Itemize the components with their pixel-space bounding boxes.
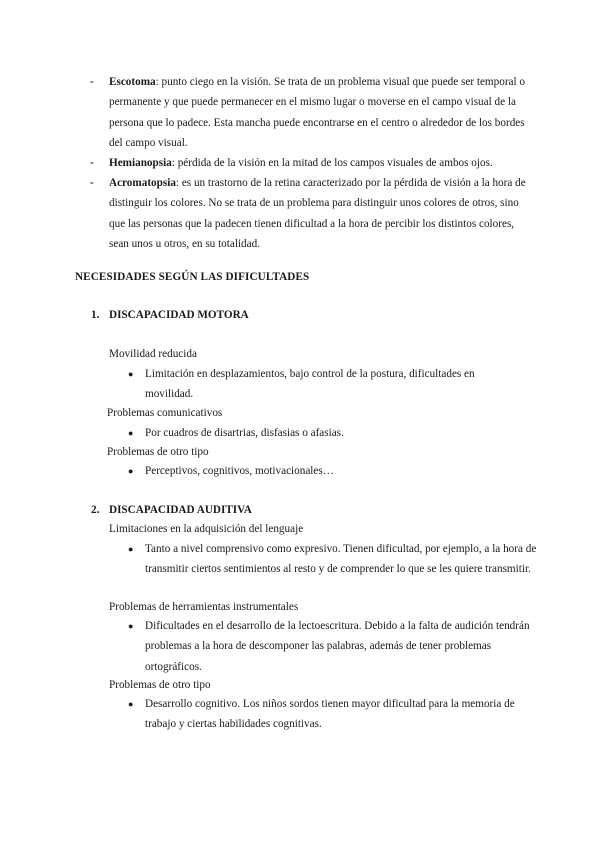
subsection-number: 2.: [91, 504, 100, 516]
term-definition: : punto ciego en la visión. Se trata de un problema visual que puede ser temporal o permanente y que puede permanecer en el mismo lugar o moverse en el campo visual de la persona que lo padece. Esta mancha puede encontrarse en el centro o alrededor de los bordes del campo visual.: [109, 76, 526, 149]
bullet-item: [128, 461, 545, 481]
bullet-marker: ●: [128, 621, 134, 631]
bullet-marker: ●: [128, 544, 134, 554]
subsection-title: DISCAPACIDAD MOTORA: [109, 309, 249, 321]
term-definition: : pérdida de la visión en la mitad de los campos visuales de ambos ojos.: [171, 157, 493, 169]
group-label: Problemas de otro tipo: [107, 446, 209, 458]
bullet-item: [128, 694, 525, 735]
bullet-text: Por cuadros de disartrias, disfasias o afasias.: [145, 427, 344, 439]
bullet-item: [128, 616, 545, 677]
term-item-acromatopsia: [90, 173, 530, 254]
group-label: Problemas comunicativos: [107, 407, 223, 419]
term-item-hemianopsia: [90, 153, 530, 173]
subsection-heading-motora: [91, 305, 249, 325]
bullet-marker: ●: [128, 466, 134, 476]
section-title: NECESIDADES SEGÚN LAS DIFICULTADES: [75, 271, 310, 283]
bullet-marker: ●: [128, 699, 134, 709]
bullet-text: Dificultades en el desarrollo de la lectoescritura. Debido a la falta de audición tendrán problemas a la hora de descomponer las palabras, además de tener problemas ortográficos.: [145, 620, 530, 673]
bullet-text: Desarrollo cognitivo. Los niños sordos tienen mayor dificultad para la memoria de trabajo y ciertas habilidades cognitivas.: [145, 698, 515, 731]
term-definition: : es un trastorno de la retina caracterizado por la pérdida de visión a la hora de distinguir los colores. No se trata de un problema para distinguir unos colores de otros, sino que las personas que la padecen tienen dificultad a la hora de percibir los distintos colores, sean unos u otros, en su totalidad.: [109, 177, 526, 250]
group-label: Limitaciones en la adquisición del lenguaje: [109, 523, 304, 535]
subsection-title: DISCAPACIDAD AUDITIVA: [109, 504, 252, 516]
bullet-text: Perceptivos, cognitivos, motivacionales…: [145, 465, 334, 477]
dash-marker: -: [90, 157, 94, 169]
bullet-text: Tanto a nivel comprensivo como expresivo. Tienen dificultad, por ejemplo, a la hora de transmitir ciertos sentimientos al resto y de comprender lo que se les quiere transmitir.: [145, 543, 537, 576]
bullet-marker: ●: [128, 428, 134, 438]
term-name: Acromatopsia: [109, 177, 176, 189]
subsection-heading-auditiva: [91, 500, 252, 520]
dash-marker: -: [90, 177, 94, 189]
subsection-number: 1.: [91, 309, 100, 321]
group-label: Problemas de herramientas instrumentales: [109, 601, 299, 613]
term-name: Hemianopsia: [109, 157, 172, 169]
bullet-item: [128, 423, 545, 443]
dash-marker: -: [90, 76, 94, 88]
group-label: Movilidad reducida: [109, 348, 197, 360]
term-item-escotoma: [90, 72, 530, 153]
bullet-text: Limitación en desplazamientos, bajo control de la postura, dificultades en movilidad.: [145, 368, 475, 401]
bullet-marker: ●: [128, 369, 134, 379]
bullet-item: [128, 539, 545, 580]
group-label: Problemas de otro tipo: [109, 679, 211, 691]
bullet-item: [128, 364, 525, 405]
term-name: Escotoma: [109, 76, 156, 88]
vision-terms-list: [90, 72, 530, 254]
